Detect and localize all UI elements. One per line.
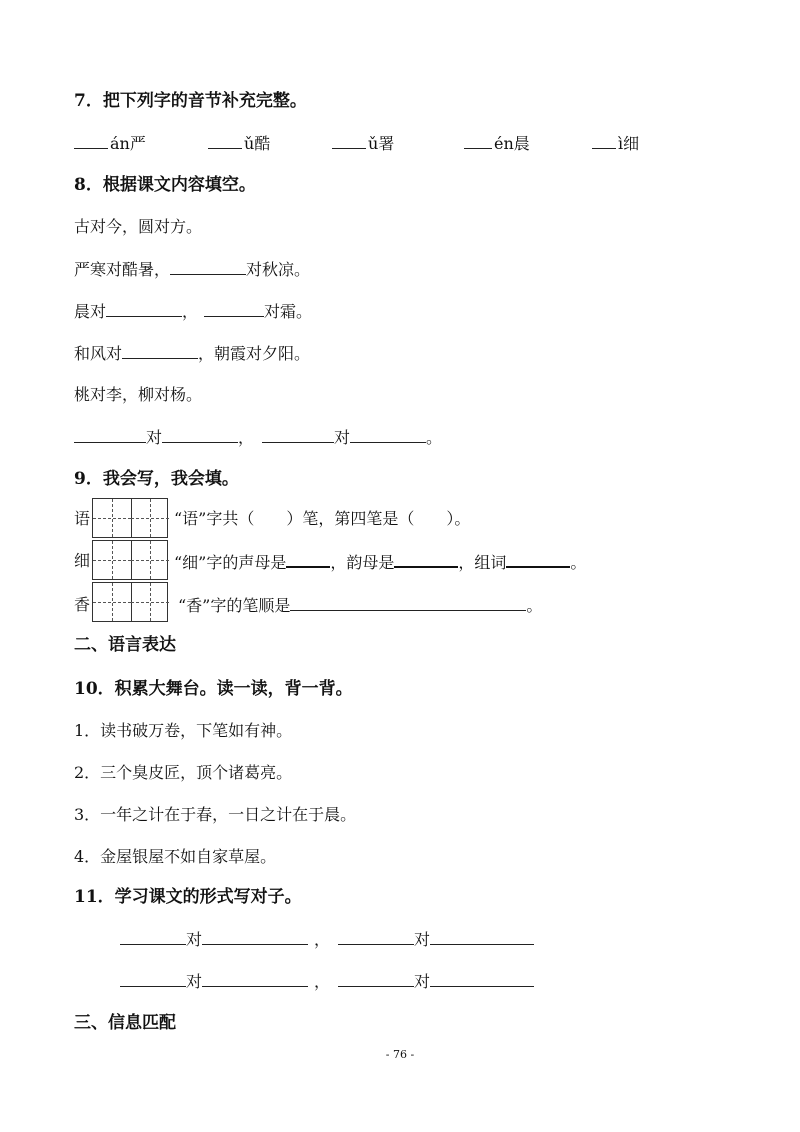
final-blank[interactable] — [394, 550, 458, 568]
writing-grid-2[interactable] — [92, 540, 168, 580]
q10-title: 10．积累大舞台。读一读，背一背。 — [74, 679, 353, 699]
fill-blank[interactable] — [74, 426, 146, 443]
pinyin-blank-2[interactable] — [208, 132, 242, 149]
couplet-blank[interactable] — [430, 970, 534, 987]
writing-grid-3[interactable] — [92, 582, 168, 622]
q7-item-5: ì细 — [592, 132, 639, 155]
page-number: - 76 - — [385, 1048, 415, 1061]
q9-row-1-text: “语”字共（ ）笔，第四笔是（ ）。 — [174, 509, 471, 528]
q7-item-2: ǔ酷 — [208, 132, 270, 155]
q10-item-3: 3．一年之计在于春，一日之计在于晨。 — [74, 805, 357, 824]
initial-blank[interactable] — [286, 550, 330, 568]
q7-item-3: ǔ署 — [332, 132, 394, 155]
q9-char-3: 香 — [74, 595, 91, 614]
q8-line5: 桃对李，柳对杨。 — [74, 385, 203, 404]
couplet-blank[interactable] — [338, 970, 414, 987]
q7-item-4: én晨 — [464, 132, 530, 155]
q11-row-1: 对 ， 对 — [120, 928, 534, 951]
stroke-order-blank[interactable] — [290, 594, 526, 611]
q9-row-3-text: “香”字的笔顺是 。 — [178, 596, 543, 615]
section-2-heading: 二、语言表达 — [74, 635, 176, 655]
word-blank[interactable] — [506, 550, 570, 568]
pinyin-blank-3[interactable] — [332, 132, 366, 149]
fill-blank[interactable] — [204, 300, 264, 317]
writing-grid-1[interactable] — [92, 498, 168, 538]
couplet-blank[interactable] — [338, 928, 414, 945]
couplet-blank[interactable] — [120, 928, 186, 945]
fill-blank[interactable] — [106, 300, 182, 317]
q9-char-1: 语 — [74, 509, 91, 528]
q8-line3: 晨对 ， 对霜。 — [74, 302, 313, 321]
q8-line2: 严寒对酷暑， 对秋凉。 — [74, 260, 311, 279]
q7-title: 7．把下列字的音节补充完整。 — [74, 91, 307, 111]
q10-item-1: 1．读书破万卷，下笔如有神。 — [74, 721, 293, 740]
couplet-blank[interactable] — [202, 928, 308, 945]
fill-blank[interactable] — [170, 258, 246, 275]
pinyin-blank-4[interactable] — [464, 132, 492, 149]
pinyin-blank-1[interactable] — [74, 132, 108, 149]
q8-line4: 和风对 ，朝霞对夕阳。 — [74, 344, 311, 363]
q9-char-2: 细 — [74, 551, 91, 570]
fill-blank[interactable] — [350, 426, 426, 443]
q9-row-2-text: “细”字的声母是 ，韵母是 ，组词 。 — [174, 550, 586, 574]
fill-blank[interactable] — [262, 426, 334, 443]
fill-blank[interactable] — [122, 342, 198, 359]
q7-item-1: án严 — [74, 132, 146, 155]
section-3-heading: 三、信息匹配 — [74, 1013, 176, 1033]
q9-title: 9．我会写，我会填。 — [74, 469, 239, 489]
q8-line1: 古对今，圆对方。 — [74, 217, 203, 236]
q11-title: 11．学习课文的形式写对子。 — [74, 887, 302, 907]
fill-blank[interactable] — [162, 426, 238, 443]
couplet-blank[interactable] — [202, 970, 308, 987]
q8-title: 8．根据课文内容填空。 — [74, 175, 256, 195]
q11-row-2: 对 ， 对 — [120, 970, 534, 993]
q8-line6: 对 ， 对 。 — [74, 426, 442, 449]
pinyin-blank-5[interactable] — [592, 132, 616, 149]
couplet-blank[interactable] — [430, 928, 534, 945]
q10-item-2: 2．三个臭皮匠，顶个诸葛亮。 — [74, 763, 293, 782]
couplet-blank[interactable] — [120, 970, 186, 987]
q10-item-4: 4．金屋银屋不如自家草屋。 — [74, 847, 277, 866]
